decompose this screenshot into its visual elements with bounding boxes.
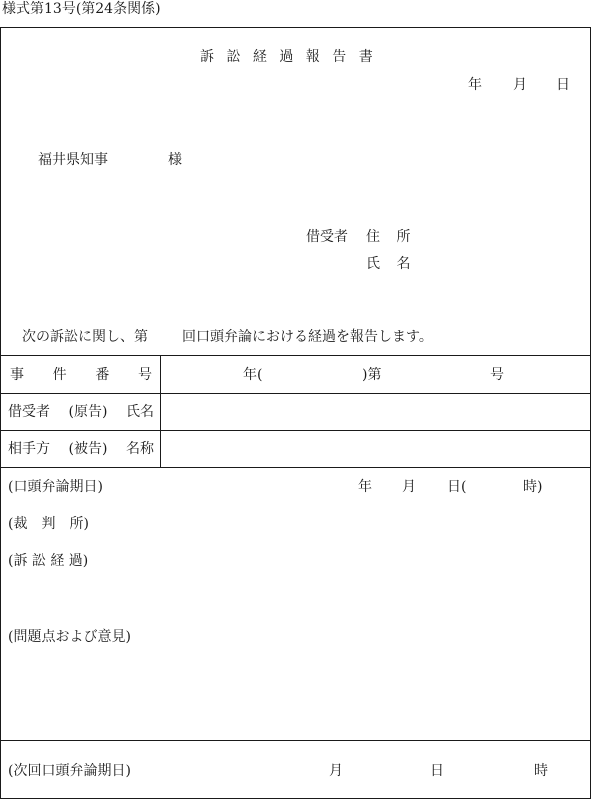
plaintiff-label: 借受者 (原告) 氏名 [8, 404, 154, 420]
date-year: 年 [468, 77, 482, 93]
next-date-hour: 時 [534, 763, 548, 779]
date-day: 日 [556, 77, 570, 93]
oral-date-day: 日( [447, 479, 467, 495]
frame-left [0, 27, 1, 799]
oral-date-month: 月 [402, 479, 416, 495]
address-label: 住 所 [366, 229, 417, 245]
oral-date-year: 年 [358, 479, 372, 495]
addressee: 福井県知事 [38, 152, 108, 168]
document-title: 訴 訟 経 過 報 告 書 [200, 49, 377, 65]
form-label: 様式第13号(第24条関係) [2, 1, 161, 17]
honorific: 様 [168, 152, 182, 168]
case-go: 号 [490, 367, 504, 383]
oral-date-label: (口頭弁論期日) [8, 479, 103, 495]
next-date-day: 日 [430, 763, 444, 779]
case-number-label: 事 件 番 号 [10, 367, 152, 383]
borrower-label: 借受者 [306, 229, 348, 245]
table-divider [160, 355, 161, 467]
intro-prefix: 次の訴訟に関し、第 [22, 329, 148, 345]
frame-top [0, 27, 591, 28]
issues-label: (問題点および意見) [8, 629, 131, 645]
next-date-month: 月 [329, 763, 343, 779]
table-rule-1 [0, 355, 591, 356]
case-year-paren: 年( [243, 367, 263, 383]
date-month: 月 [513, 77, 527, 93]
table-rule-4 [0, 467, 591, 468]
table-rule-2 [0, 393, 591, 394]
defendant-label: 相手方 (被告) 名称 [8, 441, 154, 457]
oral-date-hour: 時) [523, 479, 543, 495]
court-label: (裁 判 所) [8, 516, 89, 532]
case-close-dai: )第 [362, 367, 382, 383]
intro-suffix: 回口頭弁論における経過を報告します。 [182, 329, 433, 345]
table-rule-3 [0, 430, 591, 431]
progress-label: (訴 訟 経 過) [8, 553, 89, 569]
name-label: 氏 名 [366, 256, 417, 272]
next-date-label: (次回口頭弁論期日) [8, 763, 131, 779]
bottom-rule [0, 740, 591, 741]
